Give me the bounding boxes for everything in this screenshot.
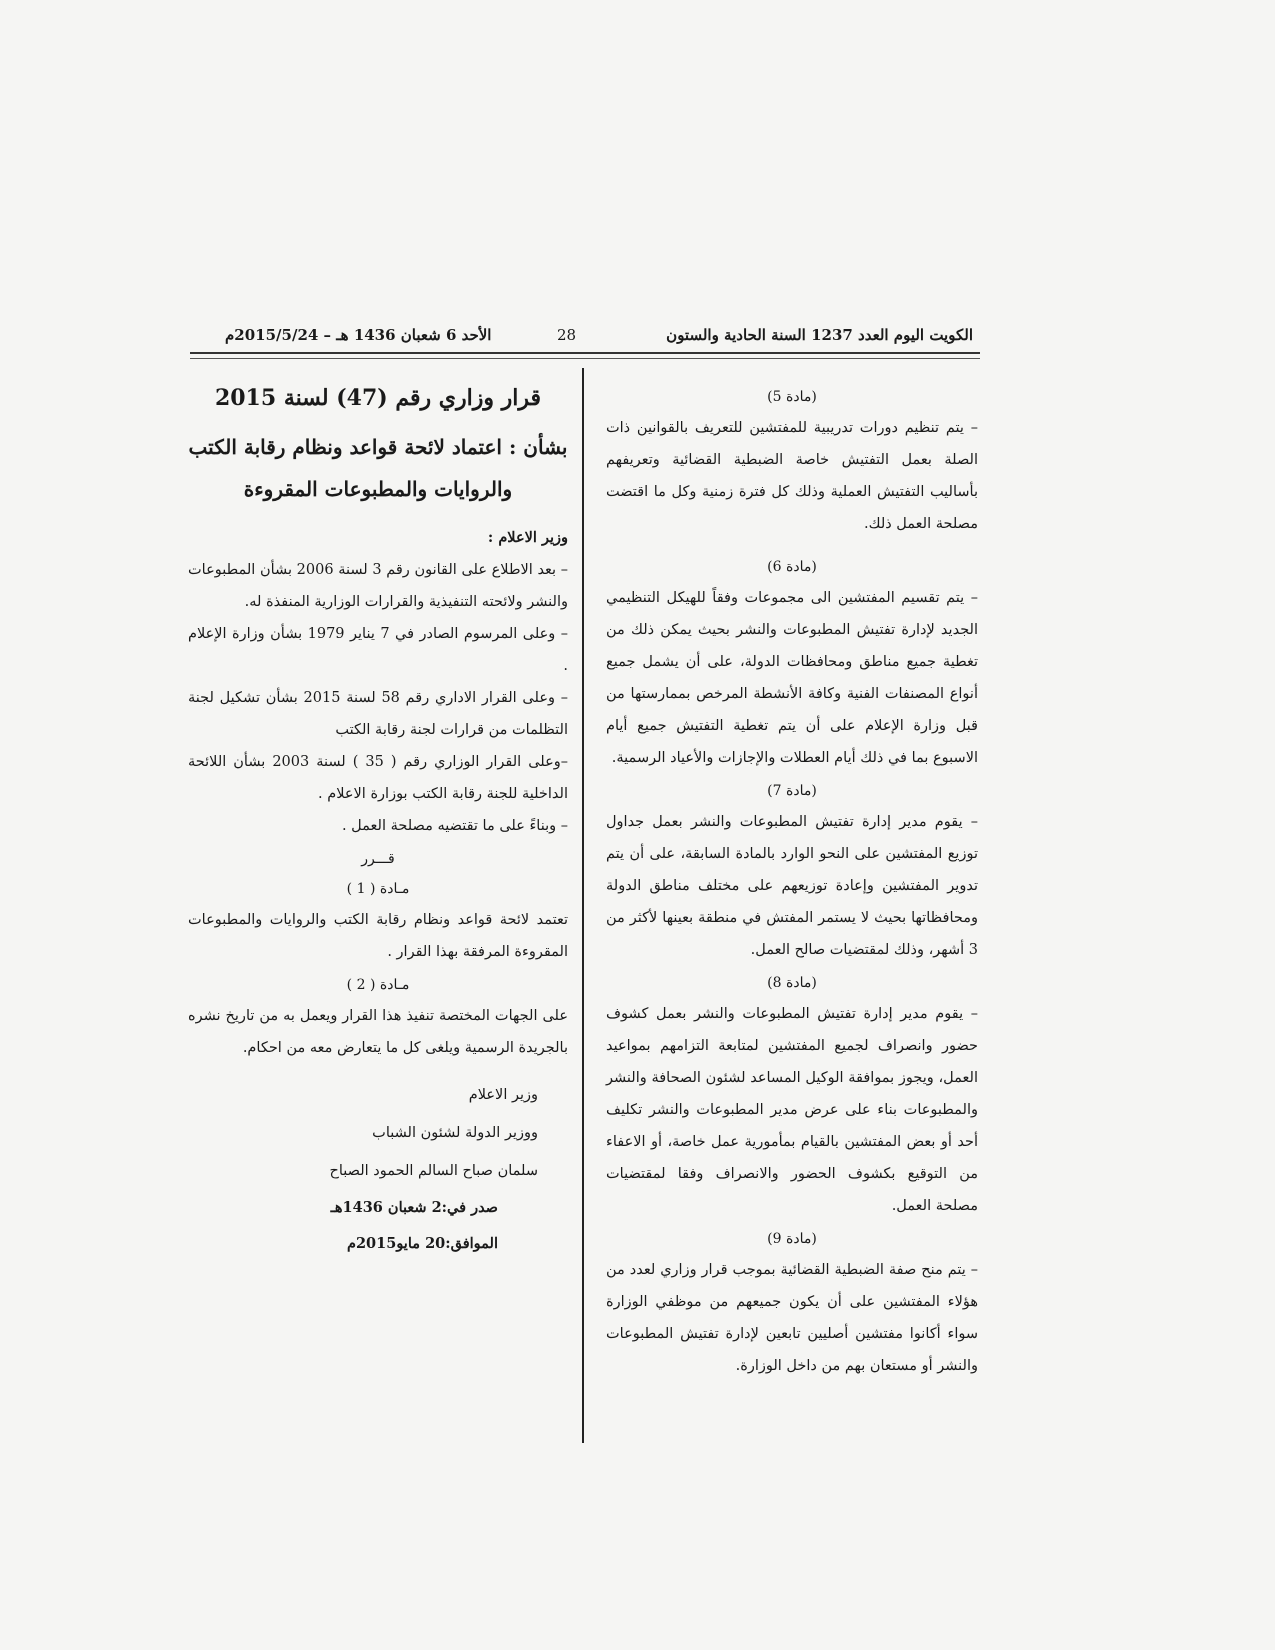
recital-3: – وعلى القرار الاداري رقم 58 لسنة 2015 بشأن تشكيل لجنة التظلمات من قرارات لجنة رقابة الكتب — [188, 690, 568, 738]
article-9-title: (مادة 9) — [767, 1231, 817, 1247]
signatory-name: سلمان صباح السالم الحمود الصباح — [329, 1163, 538, 1179]
page-header — [225, 320, 973, 350]
issued-date-gregorian: الموافق:20 مايو2015م — [346, 1235, 498, 1252]
header-rule — [190, 352, 980, 354]
header-rule-thin — [190, 358, 980, 359]
issued-date-hijri: صدر في:2 شعبان 1436هـ — [330, 1199, 498, 1216]
article-8-text: – يقوم مدير إدارة تفتيش المطبوعات والنشر بعمل كشوف حضور وانصراف لجميع المفتشين لمتابعة التزامهم بمواعيد العمل، ويجوز بموافقة الوكيل المساعد لشئون الصحافة والنشر والمطبوعات بناء على عرض مدير المطبوعات والنشر تكليف أحد أو بعض المفتشين بالقيام بمأمورية عمل خاصة، أو الاعفاء من التوقيع بكشوف الحضور والانصراف وفقا لمقتضيات مصلحة العمل. — [606, 1006, 978, 1214]
article-2-text: على الجهات المختصة تنفيذ هذا القرار ويعمل به من تاريخ نشره بالجريدة الرسمية ويلغى كل ما يتعارض معه من احكام. — [188, 1008, 568, 1056]
article-6-title: (مادة 6) — [767, 559, 817, 575]
recital-1: – بعد الاطلاع على القانون رقم 3 لسنة 2006 بشأن المطبوعات والنشر ولائحته التنفيذية والقرارات الوزارية المنفذة له. — [188, 562, 568, 610]
article-6-text: – يتم تقسيم المفتشين الى مجموعات وفقاً للهيكل التنظيمي الجديد لإدارة تفتيش المطبوعات والنشر بحيث يمكن ذلك من تغطية جميع مناطق ومحافظات الدولة، على أن يشمل جميع أنواع المصنفات الفنية وكافة الأنشطة المرخص بممارستها من قبل وزارة الإعلام على أن يتم تغطية التفتيش جميع أيام الاسبوع بما في ذلك أيام العطلات والإجازات والأعياد الرسمية. — [606, 590, 978, 766]
recital-5: – وبناءً على ما تقتضيه مصلحة العمل . — [341, 818, 568, 834]
article-1-title: مـادة ( 1 ) — [346, 881, 410, 897]
article-7-title: (مادة 7) — [767, 783, 817, 799]
minister-intro: وزير الاعلام : — [487, 529, 568, 546]
article-9-text: – يتم منح صفة الضبطية القضائية بموجب قرار وزاري لعدد من هؤلاء المفتشين على أن يكون جميعهم من موظفي الوزارة سواء أكانوا مفتشين أصليين تابعين لإدارة تفتيش المطبوعات والنشر أو مستعان بهم من داخل الوزارة. — [606, 1262, 978, 1374]
recital-4: –وعلى القرار الوزاري رقم ( 35 ) لسنة 2003 بشأن اللائحة الداخلية للجنة رقابة الكتب بوزارة الاعلام . — [188, 754, 568, 802]
article-5-text: – يتم تنظيم دورات تدريبية للمفتشين للتعريف بالقوانين ذات الصلة بعمل التفتيش خاصة الضبطية القضائية وتعريفهم بأساليب التفتيش العملية وذلك كل فترة زمنية وكل ما اقتضت مصلحة العمل ذلك. — [606, 420, 978, 532]
gazette-issue-info: الكويت اليوم العدد 1237 السنة الحادية والستون — [666, 326, 973, 344]
recital-2: – وعلى المرسوم الصادر في 7 يناير 1979 بشأن وزارة الإعلام . — [188, 626, 568, 674]
page-number: 28 — [557, 326, 577, 344]
issue-date: الأحد 6 شعبان 1436 هـ – 2015/5/24م — [225, 326, 492, 344]
signatory-role-2: ووزير الدولة لشئون الشباب — [372, 1125, 538, 1141]
article-2-title: مـادة ( 2 ) — [346, 977, 410, 993]
decree-subject: بشأن : اعتماد لائحة قواعد ونظام رقابة الكتب والروايات والمطبوعات المقروءة — [188, 435, 568, 501]
article-8-title: (مادة 8) — [767, 975, 817, 991]
right-column — [606, 380, 978, 1382]
left-column — [188, 378, 568, 1262]
article-1-text: تعتمد لائحة قواعد ونظام رقابة الكتب والروايات والمطبوعات المقروءة المرفقة بهذا القرار . — [188, 912, 568, 960]
column-divider — [582, 368, 584, 1443]
article-5-title: (مادة 5) — [767, 389, 817, 405]
decided-heading: قـــرر — [361, 851, 395, 867]
article-7-text: – يقوم مدير إدارة تفتيش المطبوعات والنشر بعمل جداول توزيع المفتشين على النحو الوارد بالمادة السابقة، على أن يتم تدوير المفتشين وإعادة توزيعهم على مختلف مناطق الدولة ومحافظاتها بحيث لا يستمر المفتش في منطقة بعينها لأكثر من 3 أشهر، وذلك لمقتضيات صالح العمل. — [606, 814, 978, 958]
signatory-role-1: وزير الاعلام — [468, 1087, 538, 1103]
decree-title: قرار وزاري رقم (47) لسنة 2015 — [214, 385, 542, 411]
